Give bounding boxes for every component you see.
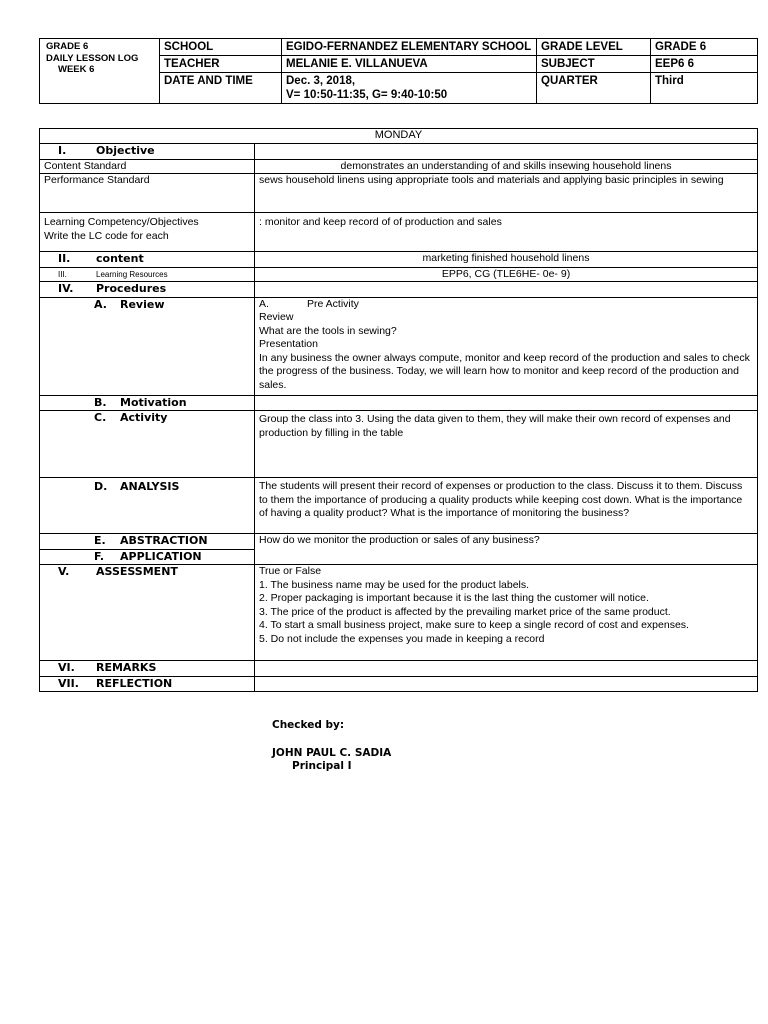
review-value: [255, 297, 758, 395]
quarter-label: QUARTER: [537, 73, 651, 104]
review-label: Review: [120, 297, 165, 311]
school-label: SCHOOL: [160, 39, 282, 56]
performance-standard-label: Performance Standard: [40, 174, 255, 213]
review-line-3: Presentation: [259, 338, 318, 350]
application-letter: F.: [94, 549, 105, 563]
analysis-letter: D.: [94, 480, 108, 493]
assessment-line-3: 3. The price of the product is affected by the prevailing market price of the same product.: [259, 605, 671, 618]
lesson-table: [39, 128, 758, 692]
content-standard-value: demonstrates an understanding of and skills insewing household linens: [255, 159, 758, 174]
grade-label: GRADE 6: [46, 41, 89, 52]
review-line-4: In any business the owner always compute, monitor and keep record of the production and sales to check the progress of the business. Today, we will learn how to monitor and keep record of the production and sales.: [259, 351, 750, 391]
content-label: content: [96, 252, 144, 265]
remarks-num: VI.: [58, 661, 75, 674]
review-row: [40, 297, 255, 395]
procedures-label: Procedures: [96, 282, 167, 295]
assessment-line-0: True or False: [259, 565, 322, 577]
reflection-row: [40, 676, 255, 692]
assessment-row: [40, 565, 255, 661]
learning-competency-value: : monitor and keep record of of production and sales: [255, 213, 758, 252]
teacher-label: TEACHER: [160, 56, 282, 73]
dll-label: DAILY LESSON LOG: [46, 52, 139, 64]
review-line-2: What are the tools in sewing?: [259, 324, 397, 337]
procedures-row: [40, 282, 255, 298]
review-head: [259, 298, 753, 312]
learning-resources-num: III.: [58, 269, 67, 279]
time-value: V= 10:50-11:35, G= 9:40-10:50: [286, 89, 448, 101]
activity-value: Group the class into 3. Using the data given to them, they will make their own record of expenses and production by filling in the table: [255, 411, 758, 478]
abstraction-row: [40, 534, 255, 550]
subject-value: EEP6 6: [651, 56, 758, 73]
application-row: [40, 549, 255, 565]
learning-resources-row: [40, 267, 255, 282]
reflection-label: REFLECTION: [96, 676, 173, 690]
signature-block: [272, 719, 391, 774]
remarks-row: [40, 661, 255, 677]
objective-num: I.: [58, 144, 67, 157]
performance-standard-value: sews household linens using appropriate tools and materials and applying basic principles in sewing: [255, 174, 758, 213]
objective-row: [40, 144, 255, 160]
header-table: [39, 38, 758, 104]
activity-row: [40, 411, 255, 478]
assessment-line-4: 4. To start a small business project, make sure to keep a single record of cost and expenses.: [259, 619, 689, 631]
subject-label: SUBJECT: [537, 56, 651, 73]
activity-letter: C.: [94, 411, 107, 424]
assessment-line-1: 1. The business name may be used for the product labels.: [259, 578, 530, 591]
principal-title: Principal I: [292, 760, 352, 772]
school-value: EGIDO-FERNANDEZ ELEMENTARY SCHOOL: [282, 39, 537, 56]
date-time-label: DATE AND TIME: [160, 73, 282, 104]
analysis-row: [40, 478, 255, 534]
learning-resources-value: EPP6, CG (TLE6HE- 0e- 9): [255, 267, 758, 282]
date-time-value: [282, 73, 537, 104]
reflection-num: VII.: [58, 676, 79, 690]
remarks-label: REMARKS: [96, 661, 157, 674]
abstraction-letter: E.: [94, 534, 106, 547]
application-label: APPLICATION: [120, 549, 202, 563]
content-standard-label: Content Standard: [40, 159, 255, 174]
learning-resources-label: Learning Resources: [96, 269, 168, 279]
content-value: marketing finished household linens: [255, 252, 758, 268]
checked-by-label: Checked by:: [272, 719, 345, 731]
teacher-value: MELANIE E. VILLANUEVA: [282, 56, 537, 73]
day-header: MONDAY: [40, 129, 758, 144]
learning-competency-label: [40, 213, 255, 252]
assessment-line-5: 5. Do not include the expenses you made in keeping a record: [259, 632, 545, 645]
header-left-cell: [40, 39, 160, 104]
assessment-line-2: 2. Proper packaging is important because it is the last thing the customer will notice.: [259, 592, 649, 604]
content-num: II.: [58, 252, 71, 265]
assessment-label: ASSESSMENT: [96, 565, 178, 578]
analysis-label: ANALYSIS: [120, 480, 180, 493]
remarks-value: [255, 661, 758, 677]
principal-name: JOHN PAUL C. SADIA: [272, 746, 392, 759]
motivation-value: [255, 395, 758, 411]
activity-label: Activity: [120, 411, 168, 424]
quarter-value: Third: [651, 73, 758, 104]
abstraction-value: How do we monitor the production or sales of any business?: [255, 534, 758, 565]
review-head-text: Pre Activity: [307, 297, 359, 310]
analysis-value: The students will present their record of expenses or production to the class. Discuss it to them. Discuss to them the importance of producing a quality products while keeping cost down. What is the importance of having a quality product? What is the importance of monitoring the business?: [255, 478, 758, 534]
abstraction-label: ABSTRACTION: [120, 534, 208, 547]
procedures-value: [255, 282, 758, 298]
reflection-value: [255, 676, 758, 692]
grade-level-label: GRADE LEVEL: [537, 39, 651, 56]
date-value: Dec. 3, 2018,: [286, 75, 356, 87]
week-label: WEEK 6: [58, 64, 95, 75]
objective-label: Objective: [96, 144, 155, 157]
grade-level-value: GRADE 6: [651, 39, 758, 56]
content-row: [40, 252, 255, 268]
procedures-num: IV.: [58, 282, 74, 295]
review-line-1: Review: [259, 311, 294, 323]
motivation-label: Motivation: [120, 395, 187, 409]
learning-competency-line1: Learning Competency/Objectives: [44, 216, 199, 228]
motivation-row: [40, 395, 255, 411]
review-head-num: A.: [259, 297, 269, 310]
assessment-num: V.: [58, 565, 70, 578]
motivation-letter: B.: [94, 395, 107, 409]
assessment-value: [255, 565, 758, 661]
objective-value: [255, 144, 758, 160]
review-letter: A.: [94, 297, 107, 311]
learning-competency-line2: Write the LC code for each: [44, 229, 169, 242]
